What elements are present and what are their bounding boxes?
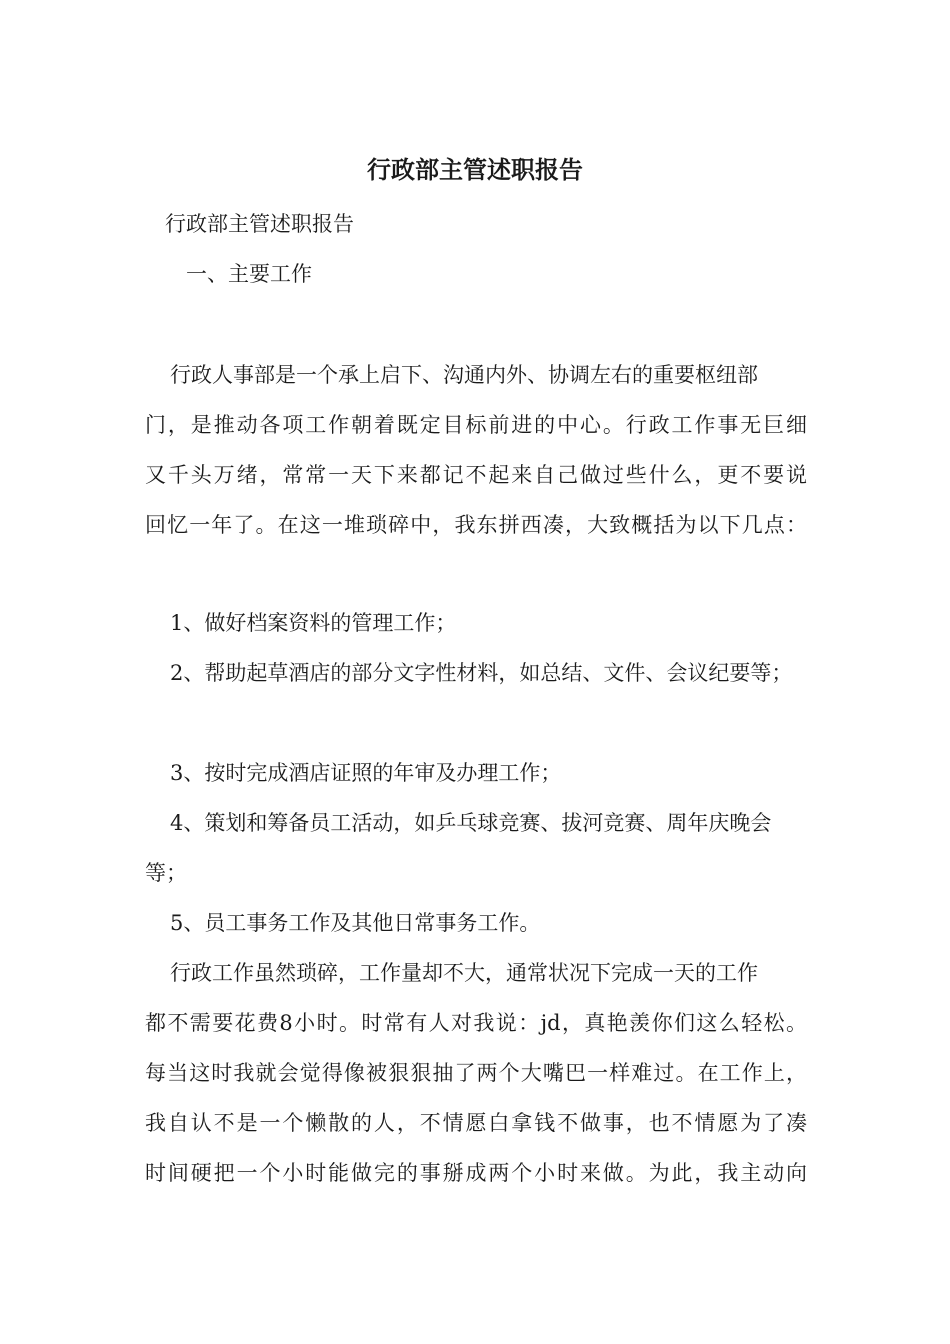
paragraph-line: 时间硬把一个小时能做完的事掰成两个小时来做。为此，我主动向 (145, 1161, 807, 1185)
list-item: 5、员工事务工作及其他日常事务工作。 (170, 911, 541, 935)
paragraph-line: 行政人事部是一个承上启下、沟通内外、协调左右的重要枢纽部 (170, 363, 758, 387)
paragraph-line: 行政工作虽然琐碎，工作量却不大，通常状况下完成一天的工作 (170, 961, 758, 985)
list-item: 3、按时完成酒店证照的年审及办理工作； (170, 761, 562, 785)
paragraph-line: 我自认不是一个懒散的人，不情愿白拿钱不做事，也不情愿为了凑 (145, 1111, 807, 1135)
document-subtitle: 行政部主管述职报告 (165, 212, 354, 236)
paragraph-line: 都不需要花费8小时。时常有人对我说：jd，真艳羡你们这么轻松。 (145, 1011, 807, 1035)
section-heading: 一、主要工作 (186, 262, 312, 286)
paragraph-line: 每当这时我就会觉得像被狠狠抽了两个大嘴巴一样难过。在工作上， (145, 1061, 807, 1085)
paragraph-line: 回忆一年了。在这一堆琐碎中，我东拼西凑，大致概括为以下几点： (145, 513, 807, 537)
document-title: 行政部主管述职报告 (367, 155, 583, 184)
list-item: 1、做好档案资料的管理工作； (170, 611, 457, 635)
list-item: 2、帮助起草酒店的部分文字性材料，如总结、文件、会议纪要等； (170, 661, 793, 685)
paragraph-line: 又千头万绪，常常一天下来都记不起来自己做过些什么，更不要说 (145, 463, 807, 487)
list-item: 4、策划和筹备员工活动，如乒乓球竞赛、拔河竞赛、周年庆晚会 (170, 811, 772, 835)
paragraph-line: 门，是推动各项工作朝着既定目标前进的中心。行政工作事无巨细 (145, 413, 807, 437)
list-item-continuation: 等； (145, 861, 187, 885)
